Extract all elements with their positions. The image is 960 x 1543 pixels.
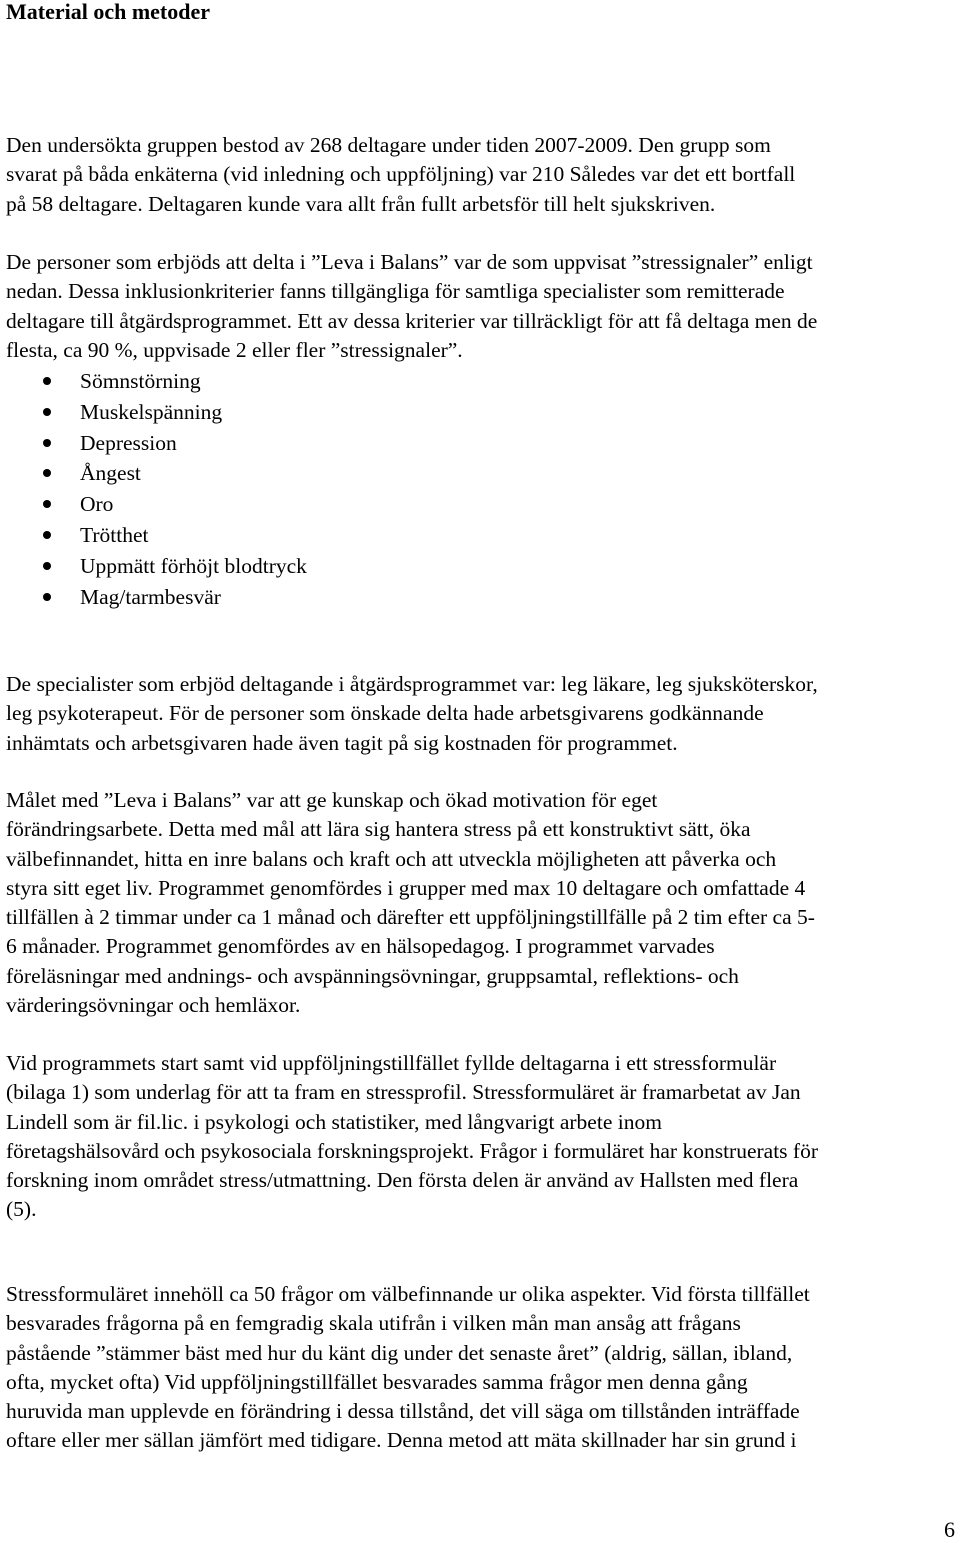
list-item-label: Oro xyxy=(80,492,114,517)
list-item-label: Mag/tarmbesvär xyxy=(80,584,221,609)
list-item xyxy=(0,397,307,428)
text-line: föreläsningar med andnings- och avspänningsövningar, gruppsamtal, reflektions- och xyxy=(6,963,739,988)
paragraph-participants xyxy=(6,131,960,219)
text-line: deltagare till åtgärdsprogrammet. Ett av dessa kriterier var tillräckligt för att få deltaga men de xyxy=(6,308,818,333)
paragraph-inclusion xyxy=(6,248,960,365)
text-line: 6 månader. Programmet genomfördes av en hälsopedagog. I programmet varvades xyxy=(6,934,715,959)
text-line: oftare eller mer sällan jämfört med tidigare. Denna metod att mäta skillnader har sin grund i xyxy=(6,1428,797,1453)
bullet-icon xyxy=(43,593,51,601)
paragraph-stress-form xyxy=(6,1049,960,1225)
bullet-icon xyxy=(43,531,51,539)
text-line: (5). xyxy=(6,1197,37,1222)
list-item xyxy=(0,458,307,489)
bullet-icon xyxy=(43,562,51,570)
text-line: Målet med ”Leva i Balans” var att ge kunskap och ökad motivation för eget xyxy=(6,788,658,812)
bullet-icon xyxy=(43,500,51,508)
text-line: flesta, ca 90 %, uppvisade 2 eller fler ”stressignaler”. xyxy=(6,337,463,362)
paragraph-specialists xyxy=(6,670,960,758)
list-item-label: Ångest xyxy=(80,461,141,486)
text-line: huruvida man upplevde en förändring i dessa tillstånd, det vill säga om tillstånden inträffade xyxy=(6,1399,800,1424)
list-item xyxy=(0,551,307,582)
text-line: Den undersökta gruppen bestod av 268 deltagare under tiden 2007-2009. Den grupp som xyxy=(6,133,771,157)
text-line: förändringsarbete. Detta med mål att lära sig hantera stress på ett konstruktivt sätt, öka xyxy=(6,817,751,842)
text-line: Vid programmets start samt vid uppföljningstillfället fyllde deltagarna i ett stressformulär xyxy=(6,1051,777,1075)
text-line: Lindell som är fil.lic. i psykologi och statistiker, med långvarigt arbete inom xyxy=(6,1109,662,1134)
bullet-icon xyxy=(43,408,51,416)
bullet-icon xyxy=(43,469,51,477)
text-line: inhämtats och arbetsgivaren hade även tagit på sig kostnaden för programmet. xyxy=(6,730,678,755)
text-line: forskning inom området stress/utmattning. Den första delen är använd av Hallsten med flera xyxy=(6,1168,799,1193)
text-line: styra sitt eget liv. Programmet genomfördes i grupper med max 10 deltagare och omfattade 4 xyxy=(6,875,806,900)
list-item-label: Trötthet xyxy=(80,522,149,547)
list-item xyxy=(0,520,307,551)
text-line: (bilaga 1) som underlag för att ta fram en stressprofil. Stressformuläret är framarbetat av Jan xyxy=(6,1080,801,1105)
bullet-icon xyxy=(43,377,51,385)
text-line: besvarades frågorna på en femgradig skala utifrån i vilken mån man ansåg att frågans xyxy=(6,1311,741,1336)
list-item xyxy=(0,428,307,459)
text-line: De personer som erbjöds att delta i ”Leva i Balans” var de som uppvisat ”stressignaler” enligt xyxy=(6,250,813,274)
section-heading: Material och metoder xyxy=(6,0,211,24)
list-item-label: Muskelspänning xyxy=(80,399,223,424)
text-line: leg psykoterapeut. För de personer som önskade delta hade arbetsgivarens godkännande xyxy=(6,701,764,726)
list-item xyxy=(0,489,307,520)
text-line: tillfällen à 2 timmar under ca 1 månad och därefter ett uppföljningstillfälle på 2 tim efter ca 5- xyxy=(6,905,815,930)
text-line: värderingsövningar och hemläxor. xyxy=(6,993,301,1018)
text-line: nedan. Dessa inklusionkriterier fanns tillgängliga för samtliga specialister som remitterade xyxy=(6,279,785,304)
text-line: företagshälsovård och psykosociala forskningsprojekt. Frågor i formuläret har konstruerats för xyxy=(6,1138,818,1163)
stress-signals-list xyxy=(0,366,307,612)
paragraph-questionnaire xyxy=(6,1280,960,1456)
text-line: Stressformuläret innehöll ca 50 frågor om välbefinnande ur olika aspekter. Vid första tillfället xyxy=(6,1282,810,1306)
text-line: ofta, mycket ofta) Vid uppföljningstillfället besvarades samma frågor men denna gång xyxy=(6,1369,748,1394)
bullet-icon xyxy=(43,439,51,447)
text-line: välbefinnandet, hitta en inre balans och kraft och att utveckla möjligheten att påverka och xyxy=(6,846,777,871)
list-item xyxy=(0,582,307,613)
page-number: 6 xyxy=(944,1517,955,1542)
text-line: De specialister som erbjöd deltagande i åtgärdsprogrammet var: leg läkare, leg sjuksköterskor, xyxy=(6,672,818,696)
text-line: svarat på båda enkäterna (vid inledning och uppföljning) var 210 Således var det ett bortfall xyxy=(6,162,796,187)
list-item-label: Sömnstörning xyxy=(80,369,201,393)
text-line: på 58 deltagare. Deltagaren kunde vara allt från fullt arbetsför till helt sjukskriven. xyxy=(6,191,716,216)
list-item-label: Uppmätt förhöjt blodtryck xyxy=(80,553,307,578)
list-item xyxy=(0,366,307,397)
list-item-label: Depression xyxy=(80,430,177,455)
text-line: påstående ”stämmer bäst med hur du känt dig under det senaste året” (aldrig, sällan, ibland, xyxy=(6,1340,793,1365)
paragraph-program-goal xyxy=(6,786,960,1020)
